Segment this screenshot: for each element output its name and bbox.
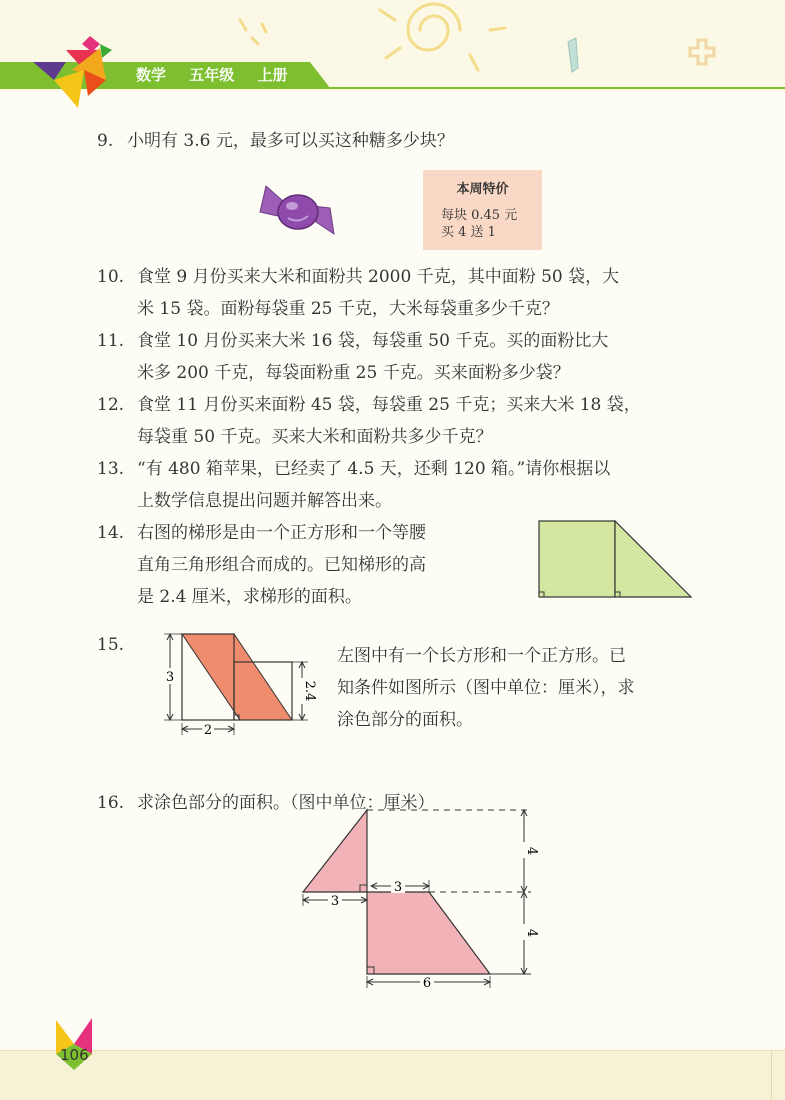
trapezoid-figure (536, 518, 696, 600)
fig16-bottom-height-label: 4 (524, 928, 539, 938)
fig15-height-label: 3 (165, 670, 175, 685)
question-line: 知条件如图所示（图中单位：厘米），求 (337, 678, 635, 698)
fig15-width-label: 2 (203, 723, 213, 738)
question-line: 小明有 3.6 元，最多可以买这种糖多少块？ (127, 131, 454, 151)
fig16-top-height-label: 4 (524, 846, 539, 856)
footer-band (0, 1050, 785, 1100)
composite-shaded-figure (296, 806, 546, 992)
tangram-logo-icon (28, 30, 128, 110)
promo-title: 本周特价 (456, 182, 509, 197)
question-number: 16. (97, 793, 125, 813)
question-number: 14. (97, 523, 125, 543)
question-line: 食堂 11 月份买来面粉 45 袋，每袋重 25 千克；买来大米 18 袋， (137, 395, 641, 415)
question-line: 求涂色部分的面积。（图中单位：厘米） (137, 793, 435, 813)
question-number: 15. (97, 635, 125, 655)
question-line: 涂色部分的面积。 (337, 710, 473, 730)
candy-icon (258, 172, 338, 244)
question-line: 上数学信息提出问题并解答出来。 (137, 491, 392, 511)
fig16-left-base-label: 3 (330, 894, 340, 909)
question-number: 11. (97, 331, 125, 351)
rectangle-square-figure (160, 628, 320, 740)
question-number: 13. (97, 459, 125, 479)
question-line: 米 15 袋。面粉每袋重 25 千克，大米每袋重多少千克？ (137, 299, 559, 319)
question-number: 12. (97, 395, 125, 415)
header-grade: 五年级 (189, 66, 235, 84)
fig16-top-base-label: 3 (393, 880, 403, 895)
weekly-special-card (423, 170, 542, 250)
promo-price: 每块 0.45 元 (441, 208, 518, 223)
header-subject: 数学 (136, 66, 167, 84)
fig16-bottom-base-label: 6 (422, 976, 432, 991)
question-number: 10. (97, 267, 125, 287)
question-line: 食堂 9 月份买来大米和面粉共 2000 千克，其中面粉 50 袋，大 (137, 267, 620, 287)
question-line: 左图中有一个长方形和一个正方形。已 (337, 646, 626, 666)
page-number: 106 (60, 1046, 89, 1064)
question-line: 是 2.4 厘米，求梯形的面积。 (137, 587, 362, 607)
question-line: 食堂 10 月份买来大米 16 袋，每袋重 50 千克。买的面粉比大 (137, 331, 609, 351)
header-volume: 上册 (257, 66, 288, 84)
promo-offer: 买 4 送 1 (441, 225, 496, 240)
question-line: 直角三角形组合而成的。已知梯形的高 (137, 555, 426, 575)
question-line: “有 480 箱苹果，已经卖了 4.5 天，还剩 120 箱。”请你根据以 (137, 459, 611, 479)
question-line: 右图的梯形是由一个正方形和一个等腰 (137, 523, 426, 543)
question-line: 米多 200 千克，每袋面粉重 25 千克。买来面粉多少袋？ (137, 363, 570, 383)
header-title (136, 64, 306, 85)
footer-corner-icon (52, 1014, 98, 1074)
fig15-square-label: 2.4 (302, 680, 317, 702)
question-line: 每袋重 50 千克。买来大米和面粉共多少千克？ (137, 427, 493, 447)
question-number: 9. (97, 131, 114, 151)
